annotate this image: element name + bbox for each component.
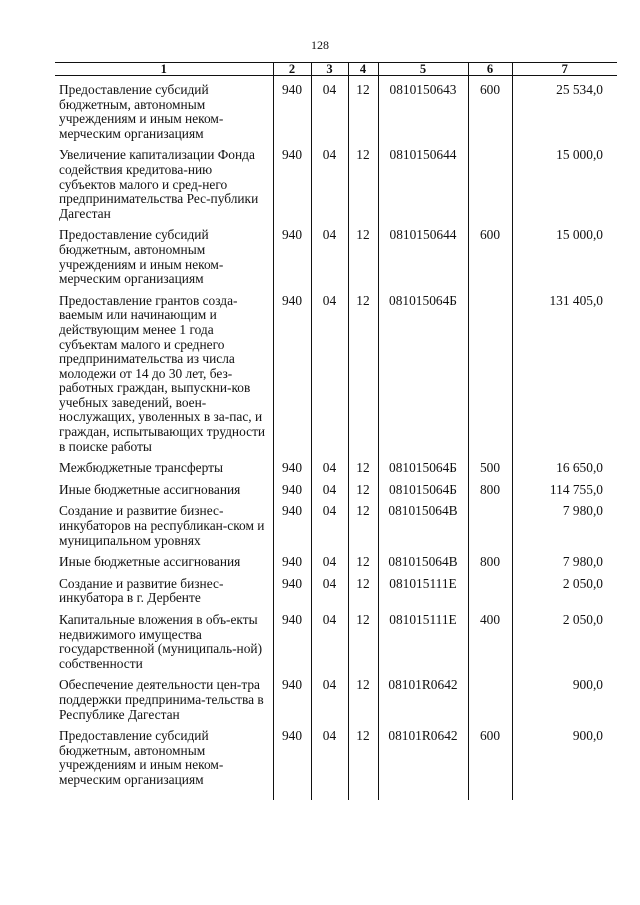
expense-type-code (468, 141, 512, 221)
table-row (55, 671, 617, 722)
subsection-code: 12 (348, 548, 378, 570)
table-row (55, 606, 617, 671)
expense-type-code (468, 570, 512, 606)
table-row (55, 722, 617, 799)
row-description: Предоставление субсидий бюджетным, автономным учреждениям и иным неком-мерческим организациям (55, 722, 273, 799)
ministry-code: 940 (273, 476, 311, 498)
table-row (55, 76, 617, 142)
ministry-code: 940 (273, 548, 311, 570)
column-header: 2 (273, 63, 311, 76)
subsection-code: 12 (348, 476, 378, 498)
expense-type-code (468, 287, 512, 455)
expense-type-code: 600 (468, 221, 512, 286)
table-row (55, 476, 617, 498)
table-row (55, 221, 617, 286)
section-code: 04 (311, 454, 348, 476)
row-description: Капитальные вложения в объ-екты недвижимого имущества государственной (муниципаль-ной) собственности (55, 606, 273, 671)
column-header: 1 (55, 63, 273, 76)
expense-type-code: 800 (468, 476, 512, 498)
section-code: 04 (311, 570, 348, 606)
subsection-code: 12 (348, 141, 378, 221)
amount: 25 534,0 (512, 76, 617, 142)
section-code: 04 (311, 671, 348, 722)
section-code: 04 (311, 606, 348, 671)
ministry-code: 940 (273, 221, 311, 286)
header-row (55, 63, 617, 76)
target-article-code: 081015064Б (378, 287, 468, 455)
table-row (55, 454, 617, 476)
row-description: Предоставление субсидий бюджетным, автономным учреждениям и иным неком-мерческим организациям (55, 76, 273, 142)
row-description: Межбюджетные трансферты (55, 454, 273, 476)
ministry-code: 940 (273, 671, 311, 722)
target-article-code: 0810150644 (378, 141, 468, 221)
expense-type-code (468, 497, 512, 548)
section-code: 04 (311, 722, 348, 799)
target-article-code: 081015064В (378, 497, 468, 548)
table-row (55, 141, 617, 221)
section-code: 04 (311, 221, 348, 286)
row-description: Обеспечение деятельности цен-тра поддержки предпринима-тельства в Республике Дагестан (55, 671, 273, 722)
target-article-code: 081015111Е (378, 606, 468, 671)
subsection-code: 12 (348, 454, 378, 476)
expense-type-code (468, 671, 512, 722)
section-code: 04 (311, 476, 348, 498)
expense-type-code: 500 (468, 454, 512, 476)
ministry-code: 940 (273, 606, 311, 671)
subsection-code: 12 (348, 76, 378, 142)
section-code: 04 (311, 548, 348, 570)
target-article-code: 081015064Б (378, 476, 468, 498)
section-code: 04 (311, 76, 348, 142)
target-article-code: 0810150643 (378, 76, 468, 142)
table-row (55, 570, 617, 606)
target-article-code: 081015064Б (378, 454, 468, 476)
row-description: Создание и развитие бизнес-инкубаторов на республикан-ском и муниципальном уровнях (55, 497, 273, 548)
subsection-code: 12 (348, 671, 378, 722)
ministry-code: 940 (273, 76, 311, 142)
table-row (55, 548, 617, 570)
section-code: 04 (311, 287, 348, 455)
subsection-code: 12 (348, 606, 378, 671)
section-code: 04 (311, 497, 348, 548)
amount: 900,0 (512, 722, 617, 799)
column-header: 3 (311, 63, 348, 76)
target-article-code: 081015064В (378, 548, 468, 570)
expense-type-code: 400 (468, 606, 512, 671)
amount: 15 000,0 (512, 221, 617, 286)
column-header: 5 (378, 63, 468, 76)
amount: 7 980,0 (512, 497, 617, 548)
subsection-code: 12 (348, 287, 378, 455)
ministry-code: 940 (273, 141, 311, 221)
subsection-code: 12 (348, 221, 378, 286)
row-description: Иные бюджетные ассигнования (55, 548, 273, 570)
row-description: Создание и развитие бизнес-инкубатора в г. Дербенте (55, 570, 273, 606)
amount: 15 000,0 (512, 141, 617, 221)
ministry-code: 940 (273, 287, 311, 455)
expense-type-code: 600 (468, 76, 512, 142)
table-row (55, 497, 617, 548)
amount: 900,0 (512, 671, 617, 722)
section-code: 04 (311, 141, 348, 221)
subsection-code: 12 (348, 497, 378, 548)
expense-type-code: 600 (468, 722, 512, 799)
column-header: 4 (348, 63, 378, 76)
table-body (55, 76, 617, 800)
amount: 131 405,0 (512, 287, 617, 455)
amount: 2 050,0 (512, 606, 617, 671)
ministry-code: 940 (273, 570, 311, 606)
subsection-code: 12 (348, 722, 378, 799)
amount: 7 980,0 (512, 548, 617, 570)
page-number: 128 (311, 38, 329, 52)
row-description: Предоставление субсидий бюджетным, автономным учреждениям и иным неком-мерческим организациям (55, 221, 273, 286)
expense-type-code: 800 (468, 548, 512, 570)
budget-table (55, 62, 617, 800)
row-description: Увеличение капитализации Фонда содействия кредитова-нию субъектов малого и сред-него предпринимательства Рес-публики Дагестан (55, 141, 273, 221)
row-description: Предоставление грантов созда-ваемым или начинающим и действующим менее 1 года субъектам малого и среднего предпринимательства из числа молодежи от 14 до 30 лет, без-работных граждан, выпускни-ков учебных заведений, воен-нослужащих, уволенных в за-пас, и граждан, испытывающих трудности в поиске работы (55, 287, 273, 455)
row-description: Иные бюджетные ассигнования (55, 476, 273, 498)
target-article-code: 08101R0642 (378, 671, 468, 722)
target-article-code: 081015111Е (378, 570, 468, 606)
ministry-code: 940 (273, 454, 311, 476)
subsection-code: 12 (348, 570, 378, 606)
target-article-code: 0810150644 (378, 221, 468, 286)
column-header: 7 (512, 63, 617, 76)
table-row (55, 287, 617, 455)
column-header: 6 (468, 63, 512, 76)
ministry-code: 940 (273, 722, 311, 799)
ministry-code: 940 (273, 497, 311, 548)
amount: 114 755,0 (512, 476, 617, 498)
amount: 16 650,0 (512, 454, 617, 476)
target-article-code: 08101R0642 (378, 722, 468, 799)
amount: 2 050,0 (512, 570, 617, 606)
